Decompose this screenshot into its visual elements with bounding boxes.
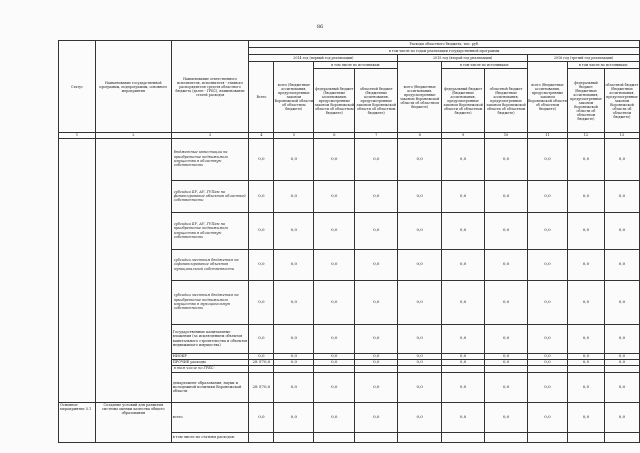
value-cell: 0,0 — [274, 372, 314, 402]
status-header: Статус — [59, 41, 96, 133]
value-cell: 0,0 — [355, 212, 398, 249]
budget-table — [58, 40, 640, 443]
value-cell — [485, 365, 528, 372]
col-number: 5 — [274, 133, 314, 139]
main-event-name: Создание условий для развития системы оценки качества общего образования — [95, 402, 171, 442]
value-cell: 0,0 — [567, 359, 604, 365]
value-cell: 0,0 — [442, 402, 485, 432]
year-2016-header: 2016 год (третий год реализации) — [528, 55, 640, 62]
value-cell: 0,0 — [355, 324, 398, 353]
in-sources-2015: в том числе по источникам: — [442, 62, 528, 69]
row-label: в том числе по ГРБС: — [171, 365, 249, 372]
value-cell: 0,0 — [528, 212, 568, 249]
col-number: 7 — [355, 133, 398, 139]
value-cell: 0,0 — [314, 324, 355, 353]
value-cell: 0,0 — [528, 280, 568, 324]
value-cell — [314, 365, 355, 372]
value-cell — [398, 432, 442, 442]
value-cell: 0,0 — [355, 402, 398, 432]
row-label: в том числе по статьям расходов: — [171, 432, 249, 442]
total-header: Всего — [249, 62, 274, 133]
value-cell: 28 570,0 — [249, 372, 274, 402]
value-cell — [249, 432, 274, 442]
value-cell: 0,0 — [398, 280, 442, 324]
value-cell: 0,0 — [274, 324, 314, 353]
value-cell: 0,0 — [398, 249, 442, 280]
row-label: субсидии БУ, АУ, ГУПам на приобретение недвижимого имущества в областную собственность — [171, 212, 249, 249]
value-cell: 0,0 — [604, 359, 639, 365]
value-cell: 0,0 — [567, 212, 604, 249]
value-cell: 0,0 — [604, 280, 639, 324]
value-cell: 0,0 — [485, 372, 528, 402]
value-cell — [567, 432, 604, 442]
value-cell: 0,0 — [398, 324, 442, 353]
value-cell: 0,0 — [567, 180, 604, 212]
value-cell: 0,0 — [485, 138, 528, 180]
col-number: 6 — [314, 133, 355, 139]
value-cell — [442, 432, 485, 442]
value-cell: 0,0 — [355, 359, 398, 365]
col-number: 2 — [95, 133, 171, 139]
value-cell: 0,0 — [355, 353, 398, 359]
value-cell: 0,0 — [604, 372, 639, 402]
value-cell: 0,0 — [249, 402, 274, 432]
value-cell: 0,0 — [249, 280, 274, 324]
value-cell: 0,0 — [249, 324, 274, 353]
value-cell: 0,0 — [355, 249, 398, 280]
value-cell: 0,0 — [314, 359, 355, 365]
value-cell: 0,0 — [528, 249, 568, 280]
value-cell: 0,0 — [485, 324, 528, 353]
program-cell-empty — [95, 138, 171, 402]
value-cell: 0,0 — [604, 180, 639, 212]
value-cell: 0,0 — [398, 212, 442, 249]
value-cell: 0,0 — [274, 180, 314, 212]
value-cell: 0,0 — [528, 372, 568, 402]
value-cell: 0,0 — [274, 359, 314, 365]
row-label: бюджетные инвестиции на приобретение недвижимого имущества в областную собственность — [171, 138, 249, 180]
value-cell — [528, 432, 568, 442]
value-cell: 0,0 — [398, 180, 442, 212]
value-cell — [274, 365, 314, 372]
value-cell: 0,0 — [442, 353, 485, 359]
value-cell — [485, 432, 528, 442]
value-cell: 0,0 — [567, 353, 604, 359]
value-cell — [604, 432, 639, 442]
value-cell — [604, 365, 639, 372]
value-cell: 0,0 — [274, 249, 314, 280]
year-2014-header: 2014 год (первый год реализации) — [249, 55, 398, 62]
col-number: 9 — [442, 133, 485, 139]
col-total-own-2016: всего (бюджетные ассигнования, предусмотренные законом Воронежской области об областном бюджете) — [528, 62, 568, 133]
value-cell — [355, 365, 398, 372]
value-cell — [274, 432, 314, 442]
status-cell-empty — [59, 138, 96, 402]
value-cell: 0,0 — [274, 353, 314, 359]
value-cell: 0,0 — [442, 212, 485, 249]
row-label: субсидии местным бюджетам на приобретение недвижимого имущества в муниципальную собственность — [171, 280, 249, 324]
value-cell: 0,0 — [604, 249, 639, 280]
col-total-own-2015: всего (бюджетные ассигнования, предусмотренные законом Воронежской области об областном бюджете) — [398, 62, 442, 133]
program-name-header: Наименование государственной программы, подпрограммы, основного мероприятия — [95, 41, 171, 133]
value-cell: 0,0 — [249, 138, 274, 180]
value-cell: 0,0 — [485, 402, 528, 432]
value-cell: 0,0 — [442, 359, 485, 365]
value-cell: 0,0 — [314, 212, 355, 249]
value-cell: 0,0 — [314, 280, 355, 324]
value-cell: 0,0 — [314, 249, 355, 280]
main-event-label: всего — [171, 402, 249, 432]
value-cell: 0,0 — [485, 359, 528, 365]
value-cell: 0,0 — [249, 353, 274, 359]
col-number: 10 — [485, 133, 528, 139]
value-cell: 0,0 — [485, 280, 528, 324]
value-cell: 0,0 — [567, 402, 604, 432]
value-cell: 0,0 — [442, 372, 485, 402]
col-federal-2014: федеральный бюджет (бюджетные ассигнования, предусмотренные законом Воронежской области об областном бюджете) — [314, 69, 355, 133]
value-cell: 0,0 — [249, 249, 274, 280]
value-cell: 0,0 — [604, 324, 639, 353]
in-sources-2014: в том числе по источникам: — [314, 62, 398, 69]
value-cell: 0,0 — [567, 138, 604, 180]
value-cell: 0,0 — [528, 180, 568, 212]
by-years-header: в том числе по годам реализации государственной программы — [249, 48, 640, 55]
year-2015-header: 2015 год (второй год реализации) — [398, 55, 528, 62]
value-cell: 28 570,0 — [249, 359, 274, 365]
value-cell: 0,0 — [567, 280, 604, 324]
value-cell: 0,0 — [567, 372, 604, 402]
value-cell: 0,0 — [485, 353, 528, 359]
col-number: 3 — [171, 133, 249, 139]
value-cell: 0,0 — [274, 280, 314, 324]
value-cell: 0,0 — [314, 138, 355, 180]
value-cell: 0,0 — [528, 138, 568, 180]
main-event-row — [59, 402, 640, 432]
row-label: Государственные капитальные вложения (за исключением объектов капитального строительства и объектов недвижимого имущества) — [171, 324, 249, 353]
col-number: 1 — [59, 133, 96, 139]
value-cell: 0,0 — [604, 402, 639, 432]
value-cell: 0,0 — [314, 402, 355, 432]
value-cell: 0,0 — [567, 324, 604, 353]
value-cell: 0,0 — [249, 180, 274, 212]
value-cell: 0,0 — [274, 138, 314, 180]
value-cell: 0,0 — [314, 372, 355, 402]
col-total-own-2014: всего (бюджетные ассигнования, предусмотренные законом Воронежской области об областном бюджете) — [274, 62, 314, 133]
main-event-status: Основное мероприятие 5.1 — [59, 402, 96, 442]
col-federal-2015: федеральный бюджет (бюджетные ассигнования, предусмотренные законом Воронежской области об областном бюджете) — [442, 69, 485, 133]
value-cell: 0,0 — [604, 138, 639, 180]
value-cell: 0,0 — [355, 180, 398, 212]
value-cell: 0,0 — [314, 353, 355, 359]
value-cell — [567, 365, 604, 372]
value-cell: 0,0 — [528, 359, 568, 365]
value-cell: 0,0 — [528, 402, 568, 432]
value-cell: 0,0 — [274, 402, 314, 432]
col-regional-2014: областной бюджет (бюджетные ассигнования, предусмотренные законом Воронежской области об областном бюджете) — [355, 69, 398, 133]
value-cell: 0,0 — [604, 353, 639, 359]
col-number: 12 — [567, 133, 604, 139]
value-cell: 0,0 — [314, 180, 355, 212]
table-row — [59, 138, 640, 180]
col-number: 8 — [398, 133, 442, 139]
page-number: 86 — [316, 24, 324, 30]
value-cell: 0,0 — [249, 212, 274, 249]
value-cell: 0,0 — [274, 212, 314, 249]
col-number: 11 — [528, 133, 568, 139]
value-cell: 0,0 — [485, 212, 528, 249]
value-cell: 0,0 — [528, 353, 568, 359]
budget-title-header: Расходы областного бюджета, тыс. руб. — [249, 41, 640, 48]
in-sources-2016: в том числе по источникам: — [567, 62, 639, 69]
value-cell — [355, 432, 398, 442]
value-cell: 0,0 — [442, 249, 485, 280]
value-cell — [314, 432, 355, 442]
value-cell: 0,0 — [398, 402, 442, 432]
value-cell — [528, 365, 568, 372]
col-number: 4 — [249, 133, 274, 139]
row-label: ПРОЧИЕ расходы — [171, 359, 249, 365]
value-cell: 0,0 — [398, 359, 442, 365]
value-cell: 0,0 — [485, 249, 528, 280]
executor-header: Наименование ответственного исполнителя, исполнителя - главного распорядителя средств областного бюджета (далее - ГРБС), наименование статей расходов — [171, 41, 249, 133]
value-cell: 0,0 — [442, 324, 485, 353]
value-cell: 0,0 — [442, 180, 485, 212]
col-number: 13 — [604, 133, 639, 139]
value-cell: 0,0 — [485, 180, 528, 212]
col-regional-2015: областной бюджет (бюджетные ассигнования, предусмотренные законом Воронежской области об областном бюджете) — [485, 69, 528, 133]
value-cell — [398, 365, 442, 372]
row-label: субсидии местным бюджетам на софинансирование объектов муниципальной собственности — [171, 249, 249, 280]
value-cell: 0,0 — [398, 138, 442, 180]
value-cell: 0,0 — [398, 353, 442, 359]
value-cell: 0,0 — [398, 372, 442, 402]
row-label: НИОКР — [171, 353, 249, 359]
value-cell: 0,0 — [442, 138, 485, 180]
col-regional-2016: областной бюджет (бюджетные ассигнования, предусмотренные законом Воронежской области об областном бюджете) — [604, 69, 639, 133]
value-cell — [442, 365, 485, 372]
value-cell: 0,0 — [355, 280, 398, 324]
col-federal-2016: федеральный бюджет (бюджетные ассигнования, предусмотренные законом Воронежской области об областном бюджете) — [567, 69, 604, 133]
row-label: департамент образования, науки и молодежной политики Воронежской области — [171, 372, 249, 402]
value-cell: 0,0 — [528, 324, 568, 353]
value-cell: 0,0 — [567, 249, 604, 280]
value-cell: 0,0 — [604, 212, 639, 249]
row-label: субсидии БУ, АУ, ГУПам на финансирование объектов областной собственности — [171, 180, 249, 212]
value-cell: 0,0 — [355, 138, 398, 180]
value-cell — [249, 365, 274, 372]
value-cell: 0,0 — [442, 280, 485, 324]
value-cell: 0,0 — [355, 372, 398, 402]
